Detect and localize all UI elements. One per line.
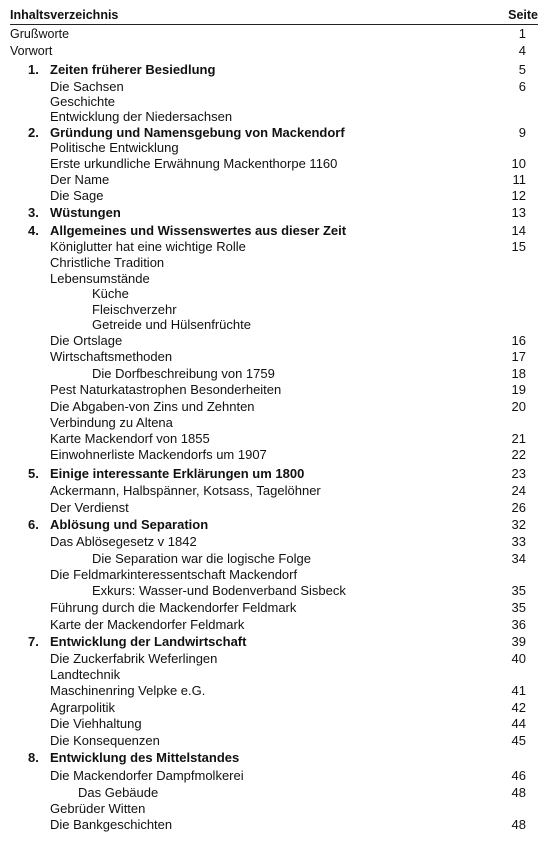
toc-title: Inhaltsverzeichnis xyxy=(10,8,119,22)
toc-entry xyxy=(0,617,550,633)
page-number: 15 xyxy=(511,239,526,254)
page-number: 13 xyxy=(511,205,526,220)
toc-entry xyxy=(0,26,550,42)
entry-title: Königlutter hat eine wichtige Rolle xyxy=(50,239,246,254)
page-number: 33 xyxy=(511,534,526,549)
chapter-number: 8. xyxy=(28,750,39,765)
toc-entry xyxy=(0,255,550,271)
toc-entry xyxy=(0,750,550,766)
page-number: 36 xyxy=(511,617,526,632)
toc-entry xyxy=(0,466,550,482)
entry-title: Zeiten früherer Besiedlung xyxy=(50,62,216,77)
toc-entry xyxy=(0,634,550,650)
entry-title: Die Bankgeschichten xyxy=(50,817,173,832)
page-number: 34 xyxy=(511,551,526,566)
toc-entry xyxy=(0,500,550,516)
toc-entry xyxy=(0,683,550,699)
entry-title: Fleischverzehr xyxy=(92,302,177,317)
entry-title: Das Ablösegesetz v 1842 xyxy=(50,534,197,549)
entry-title: Die Abgaben-von Zins und Zehnten xyxy=(50,399,255,414)
entry-title: Politische Entwicklung xyxy=(50,140,179,155)
page-number: 44 xyxy=(511,716,526,731)
page-number: 45 xyxy=(511,733,526,748)
page-number: 23 xyxy=(511,466,526,481)
entry-title: Ackermann, Halbspänner, Kotsass, Tagelöhner xyxy=(50,483,321,498)
toc-entry xyxy=(0,302,550,318)
page-number: 42 xyxy=(511,700,526,715)
toc-entry xyxy=(0,785,550,801)
toc-entry xyxy=(0,286,550,302)
entry-title: Entwicklung der Landwirtschaft xyxy=(50,634,247,649)
entry-title: Der Verdienst xyxy=(50,500,129,515)
entry-title: Erste urkundliche Erwähnung Mackenthorpe 1160 xyxy=(50,156,338,171)
toc-entry xyxy=(0,801,550,817)
page-number: 20 xyxy=(511,399,526,414)
toc-entry xyxy=(0,551,550,567)
page-number: 14 xyxy=(511,223,526,238)
toc-entry xyxy=(0,733,550,749)
entry-title: Landtechnik xyxy=(50,667,121,682)
entry-title: Grußworte xyxy=(10,27,70,41)
entry-title: Die Ortslage xyxy=(50,333,123,348)
toc-entry xyxy=(0,223,550,239)
toc-entry xyxy=(0,483,550,499)
page-number: 41 xyxy=(511,683,526,698)
entry-title: Führung durch die Mackendorfer Feldmark xyxy=(50,600,297,615)
entry-title: Agrarpolitik xyxy=(50,700,116,715)
page-number: 6 xyxy=(518,79,526,94)
entry-title: Die Sachsen xyxy=(50,79,124,94)
chapter-number: 1. xyxy=(28,62,39,77)
page-number: 16 xyxy=(511,333,526,348)
toc-entry xyxy=(0,188,550,204)
entry-title: Christliche Tradition xyxy=(50,255,165,270)
toc-entry xyxy=(0,140,550,156)
toc-entry xyxy=(0,399,550,415)
toc-entry xyxy=(0,317,550,333)
toc-entry xyxy=(0,817,550,833)
toc-entry xyxy=(0,567,550,583)
toc-entry xyxy=(0,768,550,784)
toc-entry xyxy=(0,94,550,110)
entry-title: Vorwort xyxy=(10,44,53,58)
page-number: 5 xyxy=(518,62,526,77)
chapter-number: 3. xyxy=(28,205,39,220)
page-number: 12 xyxy=(511,188,526,203)
entry-title: Einige interessante Erklärungen um 1800 xyxy=(50,466,305,481)
toc-entry xyxy=(0,239,550,255)
entry-title: Die Feldmarkinteressentschaft Mackendorf xyxy=(50,567,298,582)
toc-entry xyxy=(0,366,550,382)
toc-entry xyxy=(0,205,550,221)
entry-title: Verbindung zu Altena xyxy=(50,415,173,430)
page-number: 4 xyxy=(518,43,526,58)
page-number: 1 xyxy=(518,26,526,41)
toc-header xyxy=(10,8,538,25)
entry-title: Karte Mackendorf von 1855 xyxy=(50,431,210,446)
page-number: 48 xyxy=(511,785,526,800)
entry-title: Maschinenring Velpke e.G. xyxy=(50,683,206,698)
toc-entry xyxy=(0,517,550,533)
page-number: 22 xyxy=(511,447,526,462)
entry-title: Lebensumstände xyxy=(50,271,150,286)
entry-title: Geschichte xyxy=(50,94,116,109)
chapter-number: 7. xyxy=(28,634,39,649)
entry-title: Ablösung und Separation xyxy=(50,517,209,532)
entry-title: Die Dorfbeschreibung von 1759 xyxy=(92,366,275,381)
page-number: 19 xyxy=(511,382,526,397)
entry-title: Entwicklung des Mittelstandes xyxy=(50,750,240,765)
toc-entry xyxy=(0,62,550,78)
page-number: 39 xyxy=(511,634,526,649)
page-number: 11 xyxy=(512,172,526,187)
toc-entry xyxy=(0,125,550,141)
page-number: 9 xyxy=(518,125,526,140)
chapter-number: 2. xyxy=(28,125,39,140)
toc-entry xyxy=(0,700,550,716)
page-number: 17 xyxy=(511,349,526,364)
entry-title: Der Name xyxy=(50,172,110,187)
toc-entry xyxy=(0,382,550,398)
entry-title: Gebrüder Witten xyxy=(50,801,146,816)
page-number: 48 xyxy=(511,817,526,832)
entry-title: Gründung und Namensgebung von Mackendorf xyxy=(50,125,345,140)
entry-title: Die Viehhaltung xyxy=(50,716,142,731)
entry-title: Die Sage xyxy=(50,188,104,203)
page-number: 21 xyxy=(511,431,526,446)
entry-title: Getreide und Hülsenfrüchte xyxy=(92,317,251,332)
entry-title: Entwicklung der Niedersachsen xyxy=(50,109,233,124)
page-column-label: Seite xyxy=(508,8,538,22)
chapter-number: 6. xyxy=(28,517,39,532)
entry-title: Pest Naturkatastrophen Besonderheiten xyxy=(50,382,282,397)
toc-entry xyxy=(0,583,550,599)
entry-title: Das Gebäude xyxy=(78,785,159,800)
toc-entry xyxy=(0,651,550,667)
page-number: 46 xyxy=(511,768,526,783)
toc-entry xyxy=(0,534,550,550)
toc-entry xyxy=(0,79,550,95)
page-number: 10 xyxy=(511,156,526,171)
chapter-number: 4. xyxy=(28,223,39,238)
toc-entry xyxy=(0,333,550,349)
entry-title: Allgemeines und Wissenswertes aus dieser Zeit xyxy=(50,223,347,238)
page-number: 35 xyxy=(511,583,526,598)
toc-entry xyxy=(0,600,550,616)
toc-entry xyxy=(0,415,550,431)
toc-entry xyxy=(0,43,550,59)
toc-entry xyxy=(0,716,550,732)
entry-title: Wüstungen xyxy=(50,205,121,220)
page-number: 18 xyxy=(511,366,526,381)
page-number: 26 xyxy=(511,500,526,515)
toc-entry xyxy=(0,172,550,188)
entry-title: Karte der Mackendorfer Feldmark xyxy=(50,617,245,632)
toc-entry xyxy=(0,667,550,683)
toc-entry xyxy=(0,349,550,365)
toc-entry xyxy=(0,156,550,172)
entry-title: Exkurs: Wasser-und Bodenverband Sisbeck xyxy=(92,583,346,598)
entry-title: Einwohnerliste Mackendorfs um 1907 xyxy=(50,447,267,462)
toc-entry xyxy=(0,109,550,125)
toc-entry xyxy=(0,271,550,287)
toc-entry xyxy=(0,447,550,463)
page-number: 35 xyxy=(511,600,526,615)
entry-title: Wirtschaftsmethoden xyxy=(50,349,173,364)
page-number: 32 xyxy=(511,517,526,532)
entry-title: Küche xyxy=(92,286,129,301)
entry-title: Die Konsequenzen xyxy=(50,733,160,748)
chapter-number: 5. xyxy=(28,466,39,481)
page-number: 40 xyxy=(511,651,526,666)
entry-title: Die Separation war die logische Folge xyxy=(92,551,311,566)
entry-title: Die Zuckerfabrik Weferlingen xyxy=(50,651,218,666)
toc-entry xyxy=(0,431,550,447)
page-number: 24 xyxy=(511,483,526,498)
entry-title: Die Mackendorfer Dampfmolkerei xyxy=(50,768,244,783)
